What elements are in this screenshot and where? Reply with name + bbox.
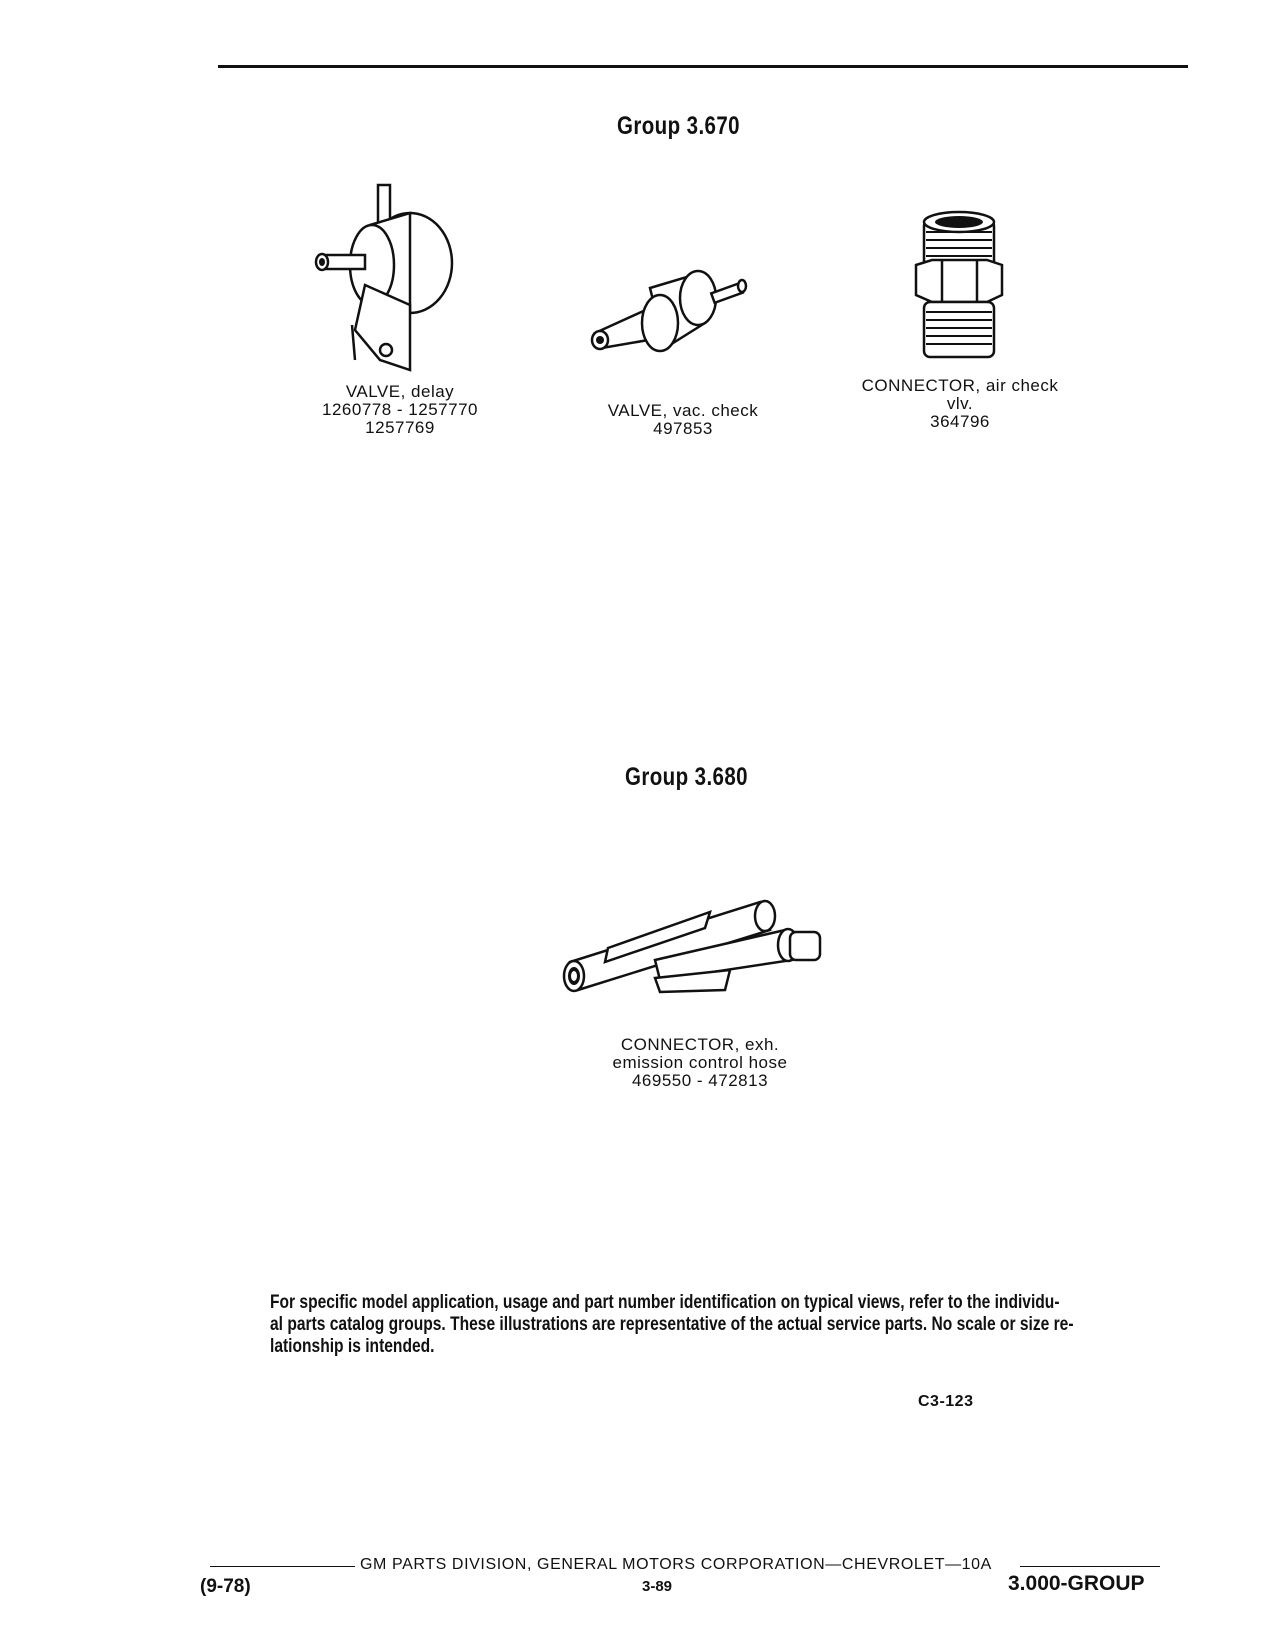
- vac-check-valve-illustration: [590, 268, 760, 358]
- footer-section: 3.000-GROUP: [1008, 1572, 1145, 1595]
- part-name: VALVE, delay: [345, 382, 455, 401]
- catalog-note: [270, 1292, 1172, 1358]
- part-name: CONNECTOR, exh.: [620, 1035, 780, 1054]
- part-number: vlv.: [946, 394, 974, 413]
- part-number: 497853: [653, 419, 713, 438]
- footer-page-number: 3-89: [642, 1578, 673, 1595]
- delay-valve-illustration: [310, 185, 490, 375]
- part-name: CONNECTOR, air check: [861, 376, 1059, 395]
- part-number: 1260778 - 1257770: [322, 400, 478, 419]
- air-check-connector-illustration: [912, 210, 1012, 360]
- part-name: VALVE, vac. check: [607, 401, 759, 420]
- part-caption-air-check-connector: [840, 377, 1080, 431]
- group-title-3-680: Group 3.680: [625, 763, 748, 791]
- part-caption-vac-check-valve: [583, 402, 783, 438]
- group-title-3-670: Group 3.670: [617, 112, 740, 140]
- part-number: 1257769: [365, 418, 435, 437]
- note-line: lationship is intended.: [270, 1336, 435, 1357]
- part-number: 364796: [930, 412, 990, 431]
- exh-hose-connector-illustration: [560, 890, 830, 1005]
- illustration-code: C3-123: [918, 1393, 974, 1410]
- note-line: al parts catalog groups. These illustrations are representative of the actual service parts. No scale or size re-: [270, 1314, 1074, 1335]
- footer-publisher: GM PARTS DIVISION, GENERAL MOTORS CORPORATION—CHEVROLET—10A: [360, 1556, 992, 1573]
- footer-rule-right: [1020, 1566, 1160, 1567]
- part-number: 469550 - 472813: [631, 1071, 769, 1090]
- part-caption-delay-valve: [300, 383, 500, 437]
- note-line: For specific model application, usage and part number identification on typical views, refer to the individu-: [270, 1292, 1060, 1313]
- part-number: emission control hose: [612, 1053, 788, 1072]
- footer-date: (9-78): [200, 1576, 251, 1597]
- top-rule: [218, 65, 1188, 68]
- footer-rule-left: [210, 1566, 355, 1567]
- part-caption-exh-hose-connector: [580, 1036, 820, 1090]
